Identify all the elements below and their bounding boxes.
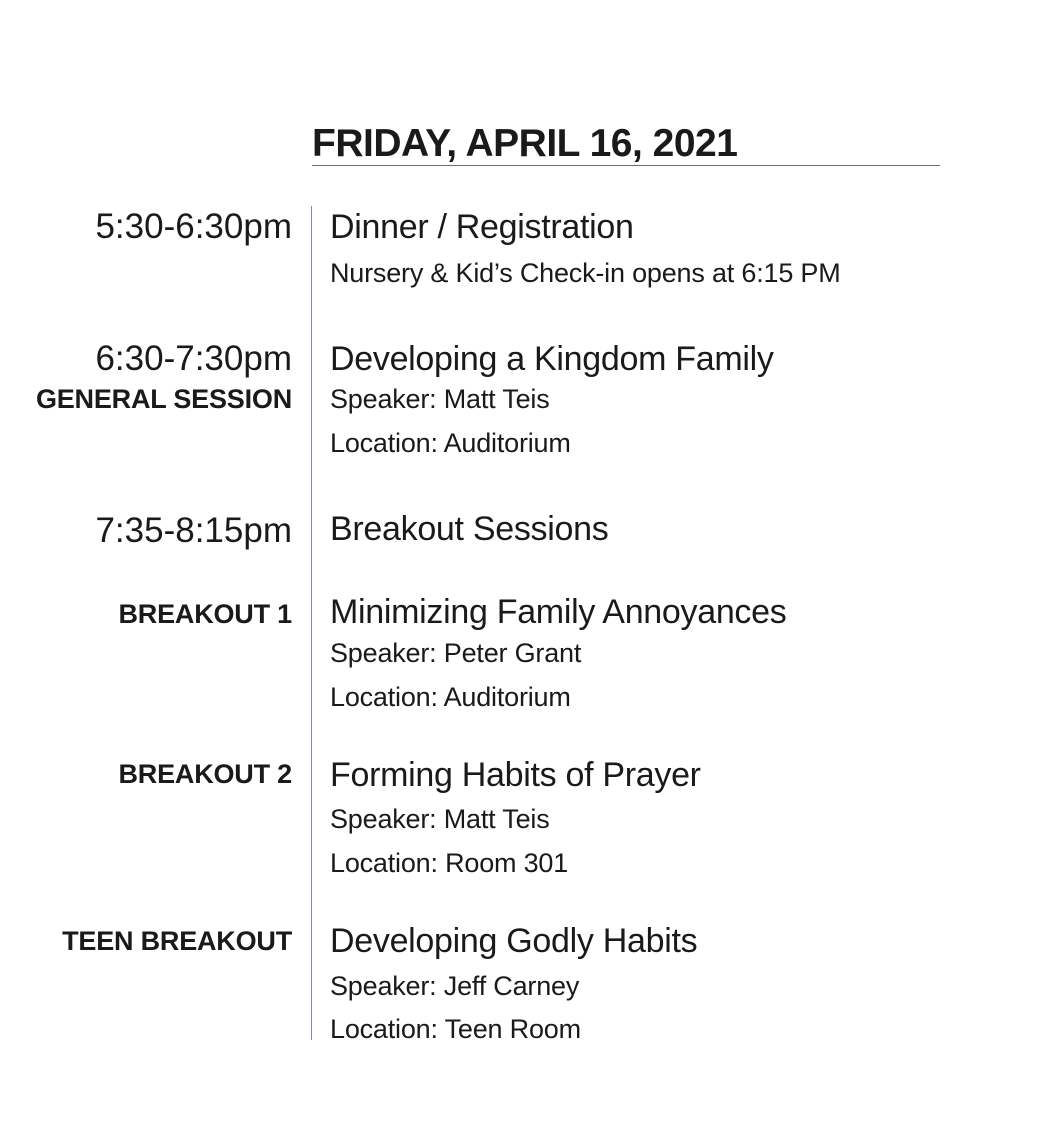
timeline-divider (311, 206, 312, 1040)
session-speaker: Speaker: Peter Grant (330, 638, 582, 668)
row-tag: BREAKOUT 2 (118, 759, 292, 789)
row-tag: BREAKOUT 1 (118, 599, 292, 629)
row-tag: GENERAL SESSION (35, 384, 292, 414)
session-title: Developing a Kingdom Family (330, 340, 774, 378)
session-speaker: Speaker: Jeff Carney (330, 971, 580, 1001)
row-tag: TEEN BREAKOUT (62, 926, 292, 956)
session-location: Location: Auditorium (330, 682, 571, 712)
row-time: 6:30-7:30pm (95, 339, 292, 378)
session-title: Forming Habits of Prayer (330, 756, 701, 794)
session-title: Dinner / Registration (330, 208, 634, 246)
session-speaker: Speaker: Matt Teis (330, 384, 550, 414)
heading-underline (312, 165, 940, 166)
day-heading: FRIDAY, APRIL 16, 2021 (312, 122, 738, 165)
session-location: Location: Teen Room (330, 1014, 581, 1044)
session-title: Breakout Sessions (330, 510, 609, 548)
session-speaker: Speaker: Matt Teis (330, 804, 550, 834)
session-detail: Nursery & Kid’s Check-in opens at 6:15 PM (330, 258, 841, 288)
session-title: Minimizing Family Annoyances (330, 593, 787, 631)
session-title: Developing Godly Habits (330, 922, 698, 960)
row-time: 7:35-8:15pm (95, 511, 292, 550)
session-location: Location: Auditorium (330, 428, 571, 458)
session-location: Location: Room 301 (330, 848, 569, 878)
row-time: 5:30-6:30pm (95, 207, 292, 246)
